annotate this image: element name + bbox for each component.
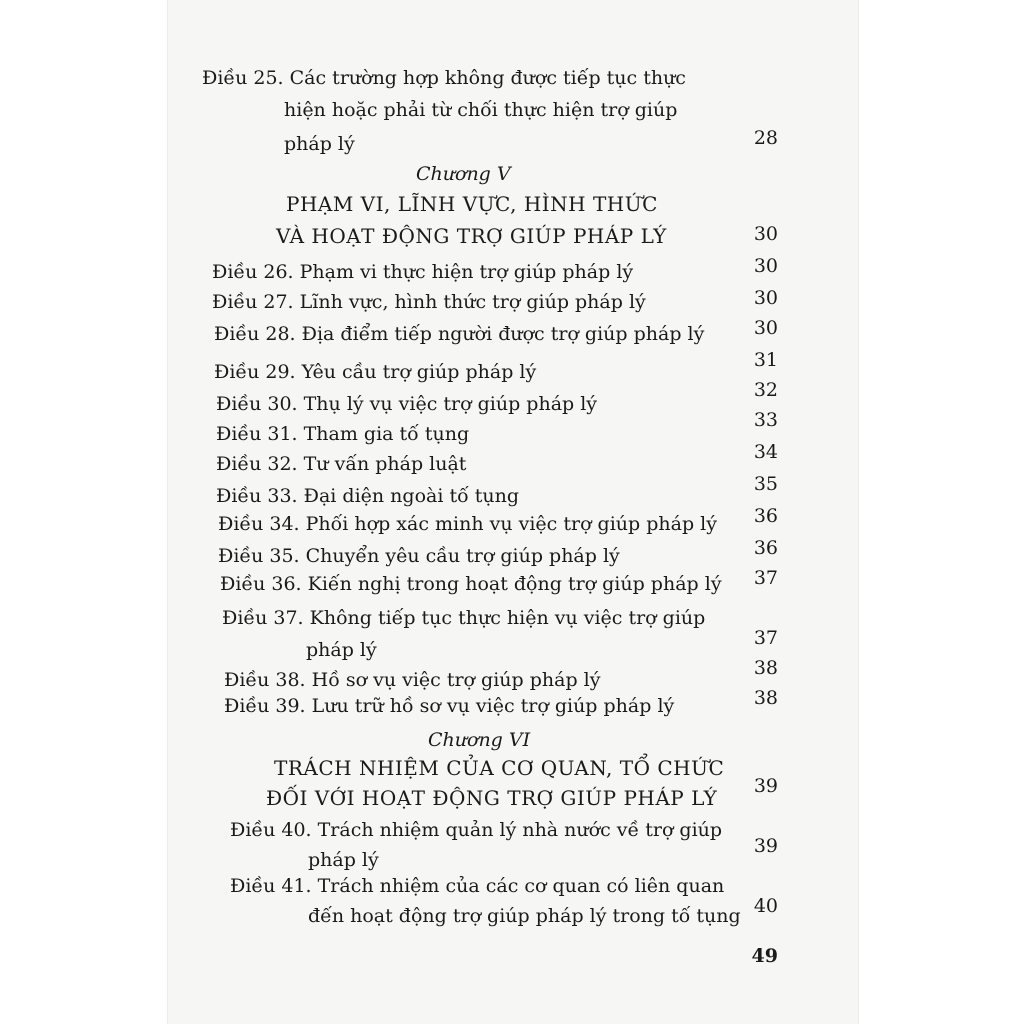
- toc-entry-29-page: 31: [753, 349, 778, 371]
- toc-entry-41-line2: đến hoạt động trợ giúp pháp lý trong tố tụng: [308, 905, 741, 927]
- chapter-6-title-line2: ĐỐI VỚI HOẠT ĐỘNG TRỢ GIÚP PHÁP LÝ: [266, 786, 718, 810]
- chapter-6-page: 39: [753, 775, 778, 797]
- toc-entry-40-line2: pháp lý: [308, 849, 379, 871]
- toc-entry-35-page: 36: [753, 537, 778, 559]
- toc-entry-32: Điều 32. Tư vấn pháp luật: [216, 453, 467, 475]
- toc-entry-40-page: 39: [753, 835, 778, 857]
- toc-entry-34-page: 36: [753, 505, 778, 527]
- chapter-5-title-line1: PHẠM VI, LĨNH VỰC, HÌNH THỨC: [286, 192, 658, 216]
- toc-entry-33-page: 35: [753, 473, 778, 495]
- toc-entry-40-line1: Điều 40. Trách nhiệm quản lý nhà nước về trợ giúp: [230, 819, 723, 841]
- toc-entry-30-page: 32: [753, 379, 778, 401]
- toc-entry-27: Điều 27. Lĩnh vực, hình thức trợ giúp pháp lý: [212, 291, 646, 313]
- toc-entry-37-page: 37: [753, 627, 778, 649]
- toc-entry-28: Điều 28. Địa điểm tiếp người được trợ giúp pháp lý: [214, 323, 705, 345]
- toc-entry-32-page: 34: [753, 441, 778, 463]
- chapter-6-label: Chương VI: [428, 729, 531, 751]
- toc-entry-38-page: 38: [753, 657, 778, 679]
- toc-entry-31-page: 33: [753, 409, 778, 431]
- toc-entry-33: Điều 33. Đại diện ngoài tố tụng: [216, 485, 520, 507]
- toc-entry-27-page: 30: [753, 287, 778, 309]
- toc-entry-37-line1: Điều 37. Không tiếp tục thực hiện vụ việc trợ giúp: [222, 607, 706, 629]
- toc-entry-30: Điều 30. Thụ lý vụ việc trợ giúp pháp lý: [216, 393, 598, 415]
- toc-entry-28-page: 30: [753, 317, 778, 339]
- toc-entry-25-page: 28: [753, 127, 778, 149]
- toc-entry-29: Điều 29. Yêu cầu trợ giúp pháp lý: [214, 361, 537, 383]
- chapter-6-title-line1: TRÁCH NHIỆM CỦA CƠ QUAN, TỔ CHỨC: [274, 756, 725, 780]
- toc-entry-39: Điều 39. Lưu trữ hồ sơ vụ việc trợ giúp pháp lý: [224, 695, 675, 717]
- chapter-5-label: Chương V: [416, 163, 511, 185]
- toc-entry-36: Điều 36. Kiến nghị trong hoạt động trợ giúp pháp lý: [220, 573, 722, 595]
- page-number: 49: [751, 945, 778, 967]
- toc-entry-31: Điều 31. Tham gia tố tụng: [216, 423, 470, 445]
- document-page: [168, 0, 858, 1024]
- toc-entry-26-page: 30: [753, 255, 778, 277]
- chapter-5-page: 30: [753, 223, 778, 245]
- chapter-5-title-line2: VÀ HOẠT ĐỘNG TRỢ GIÚP PHÁP LÝ: [276, 224, 667, 248]
- toc-entry-36-page: 37: [753, 567, 778, 589]
- toc-entry-34: Điều 34. Phối hợp xác minh vụ việc trợ giúp pháp lý: [218, 513, 717, 535]
- toc-entry-25-line2: hiện hoặc phải từ chối thực hiện trợ giúp: [284, 99, 678, 121]
- toc-entry-25-line3: pháp lý: [284, 133, 355, 155]
- toc-entry-41-page: 40: [753, 895, 778, 917]
- toc-entry-25-line1: Điều 25. Các trường hợp không được tiếp tục thực: [202, 67, 686, 89]
- toc-entry-38: Điều 38. Hồ sơ vụ việc trợ giúp pháp lý: [224, 669, 601, 691]
- toc-entry-37-line2: pháp lý: [306, 639, 377, 661]
- toc-entry-26: Điều 26. Phạm vi thực hiện trợ giúp pháp lý: [212, 261, 634, 283]
- toc-entry-39-page: 38: [753, 687, 778, 709]
- toc-entry-41-line1: Điều 41. Trách nhiệm của các cơ quan có liên quan: [230, 875, 725, 897]
- toc-entry-35: Điều 35. Chuyển yêu cầu trợ giúp pháp lý: [218, 545, 620, 567]
